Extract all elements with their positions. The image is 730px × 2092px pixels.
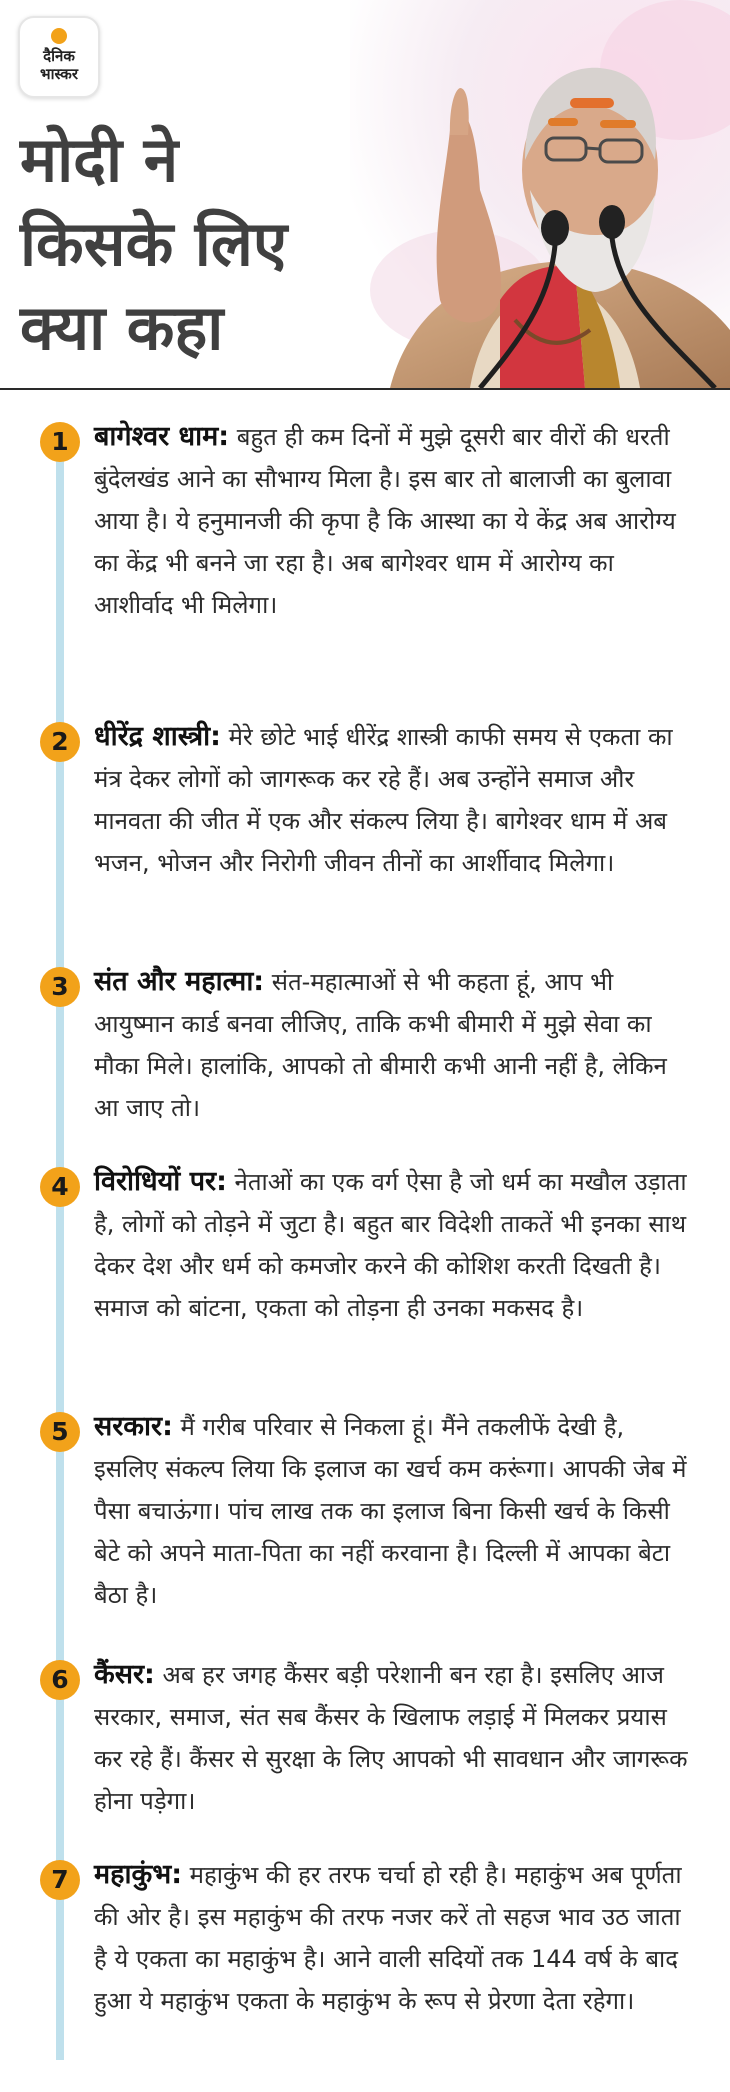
item-heading: धीरेंद्र शास्त्री:: [94, 721, 221, 752]
logo-sun-icon: [51, 28, 67, 44]
item-number-badge: 6: [40, 1660, 80, 1700]
item-body: मैं गरीब परिवार से निकला हूं। मैंने तकलीफें देखी है, इसलिए संकल्प लिया कि इलाज का खर्च कम करूंगा। आपकी जेब में पैसा बचाऊंगा। पांच लाख तक का इलाज बिना किसी खर्च के किसी बेटे को अपने माता-पिता का नहीं करवाना है। दिल्ली में आपका बेटा बैठा है।: [94, 1413, 687, 1609]
item-body: मेरे छोटे भाई धीरेंद्र शास्त्री काफी समय से एकता का मंत्र देकर लोगों को जागरूक कर रहे हैं। अब उन्होंने समाज और मानवता की जीत में एक और संकल्प लिया है। बागेश्वर धाम में अब भजन, भोजन और निरोगी जीवन तीनों का आर्शीवाद मिलेगा।: [94, 723, 673, 877]
item-number-badge: 4: [40, 1167, 80, 1207]
title-line-3: क्या कहा: [20, 291, 224, 364]
item-heading: बागेश्वर धाम:: [94, 421, 230, 452]
item-text: [94, 416, 694, 626]
item-body: नेताओं का एक वर्ग ऐसा है जो धर्म का मखौल उड़ाता है, लोगों को तोड़ने में जुटा है। बहुत बार विदेशी ताकतें भी इनका साथ देकर देश और धर्म को कमजोर करने की कोशिश करती दिखती है। समाज को बांटना, एकता को तोड़ना ही उनका मकसद है।: [94, 1168, 687, 1322]
item-text: [94, 1854, 694, 2022]
item-text: [94, 1161, 694, 1329]
header: [0, 0, 730, 390]
item-heading: कैंसर:: [94, 1659, 155, 1690]
item-text: [94, 961, 694, 1129]
title-line-2: किसके लिए: [20, 207, 288, 280]
item-number-badge: 2: [40, 722, 80, 762]
item-heading: संत और महात्मा:: [94, 966, 265, 997]
speaker-photo: [350, 0, 730, 388]
item-heading: महाकुंभ:: [94, 1859, 182, 1890]
item-text: [94, 1654, 694, 1822]
item-number-badge: 1: [40, 422, 80, 462]
item-number-badge: 3: [40, 967, 80, 1007]
header-divider: [0, 388, 730, 390]
item-body: बहुत ही कम दिनों में मुझे दूसरी बार वीरों की धरती बुंदेलखंड आने का सौभाग्य मिला है। इस बार तो बालाजी का बुलावा आया है। ये हनुमानजी की कृपा है कि आस्था का ये केंद्र अब आरोग्य का केंद्र भी बनने जा रहा है। अब बागेश्वर धाम में आरोग्य का आशीर्वाद भी मिलेगा।: [94, 423, 676, 619]
item-body: महाकुंभ की हर तरफ चर्चा हो रही है। महाकुंभ अब पूर्णता की ओर है। इस महाकुंभ की तरफ नजर करें तो सहज भाव उठ जाता है ये एकता का महाकुंभ है। आने वाली सदियों तक 144 वर्ष के बाद हुआ ये महाकुंभ एकता के महाकुंभ के रूप से प्रेरणा देता रहेगा।: [94, 1861, 682, 2015]
logo-text-line2: भास्कर: [40, 65, 78, 83]
page-title: [20, 118, 380, 370]
item-text: [94, 716, 694, 884]
title-line-1: मोदी ने: [20, 123, 179, 196]
item-body: संत-महात्माओं से भी कहता हूं, आप भी आयुष्मान कार्ड बनवा लीजिए, ताकि कभी बीमारी में मुझे सेवा का मौका मिले। हालांकि, आपको तो बीमारी कभी आनी नहीं है, लेकिन आ जाए तो।: [94, 968, 667, 1122]
item-number-badge: 7: [40, 1860, 80, 1900]
item-body: अब हर जगह कैंसर बड़ी परेशानी बन रहा है। इसलिए आज सरकार, समाज, संत सब कैंसर के खिलाफ लड़ाई में मिलकर प्रयास कर रहे हैं। कैंसर से सुरक्षा के लिए आपको भी सावधान और जागरूक होना पड़ेगा।: [94, 1661, 688, 1815]
logo-text-line1: दैनिक: [43, 47, 75, 65]
item-heading: सरकार:: [94, 1411, 173, 1442]
brand-logo[interactable]: [18, 16, 100, 98]
item-heading: विरोधियों पर:: [94, 1166, 227, 1197]
item-number-badge: 5: [40, 1412, 80, 1452]
item-text: [94, 1406, 694, 1616]
timeline-line: [56, 430, 64, 2060]
